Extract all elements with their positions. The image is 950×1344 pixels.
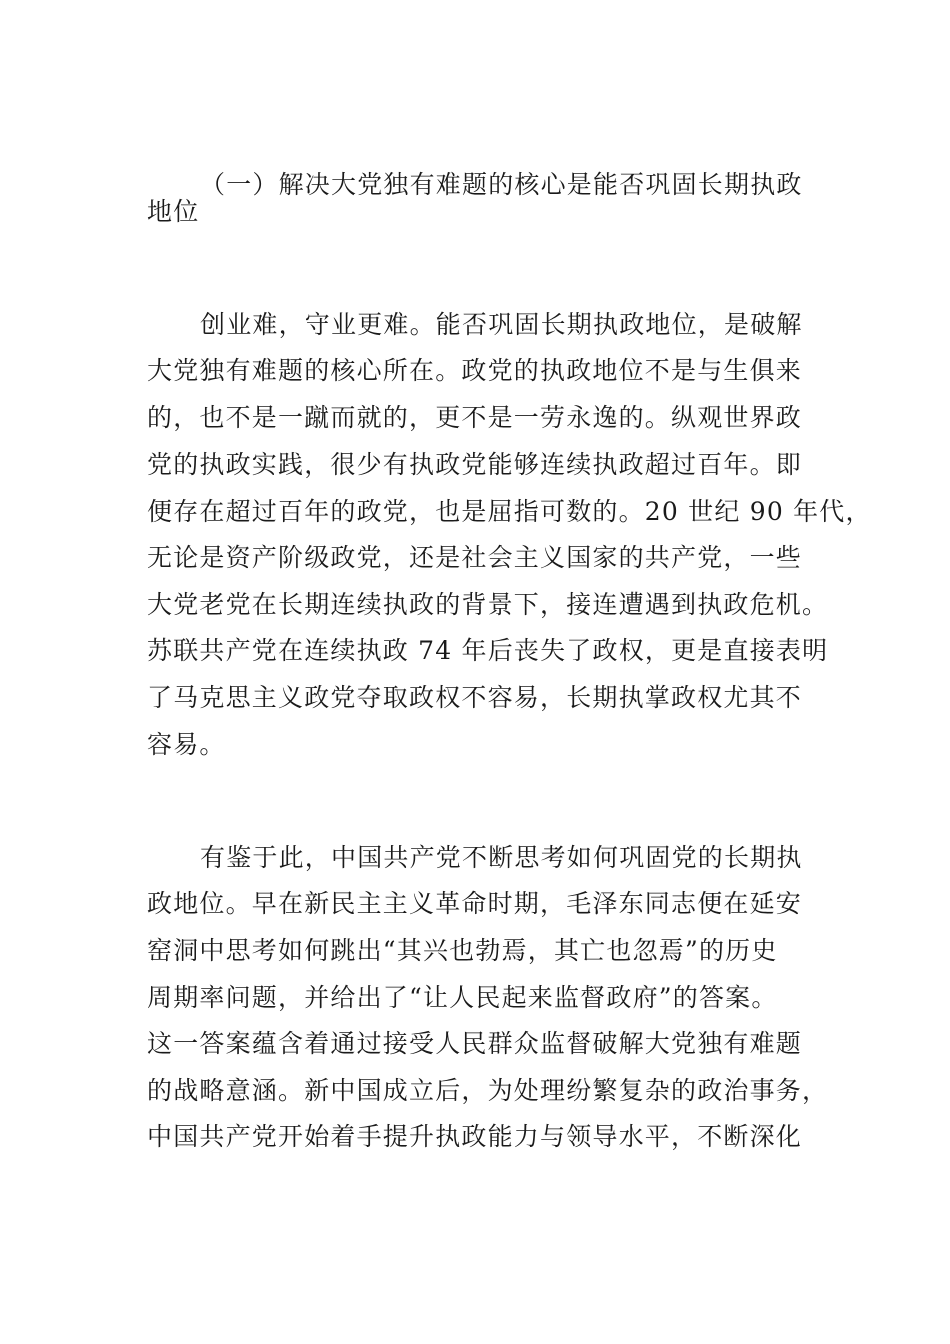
paragraph-line: 大党独有难题的核心所在。政党的执政地位不是与生俱来 <box>147 356 803 385</box>
paragraph-line: 这一答案蕴含着通过接受人民群众监督破解大党独有难题 <box>147 1029 803 1058</box>
paragraph-line: 党的执政实践，很少有执政党能够连续执政超过百年。即 <box>147 450 803 479</box>
paragraph-line: 政地位。早在新民主主义革命时期，毛泽东同志便在延安 <box>147 889 803 918</box>
section-heading-line: 地位 <box>147 197 200 226</box>
paragraph-line: 苏联共产党在连续执政 74 年后丧失了政权，更是直接表明 <box>147 636 829 665</box>
paragraph-line: 容易。 <box>147 730 226 759</box>
paragraph-line: 窑洞中思考如何跳出“其兴也勃焉，其亡也忽焉”的历史 <box>147 936 778 965</box>
paragraph-line: 有鉴于此，中国共产党不断思考如何巩固党的长期执 <box>200 843 803 872</box>
section-heading-line: （一）解决大党独有难题的核心是能否巩固长期执政 <box>200 170 803 199</box>
paragraph-line: 的战略意涵。新中国成立后，为处理纷繁复杂的政治事务， <box>147 1076 829 1105</box>
paragraph-line: 周期率问题，并给出了“让人民起来监督政府”的答案。 <box>147 983 778 1012</box>
paragraph-line: 了马克思主义政党夺取政权不容易，长期执掌政权尤其不 <box>147 683 803 712</box>
paragraph-line: 大党老党在长期连续执政的背景下，接连遭遇到执政危机。 <box>147 590 829 619</box>
paragraph-line: 无论是资产阶级政党，还是社会主义国家的共产党，一些 <box>147 543 803 572</box>
paragraph-line: 创业难，守业更难。能否巩固长期执政地位，是破解 <box>200 310 803 339</box>
paragraph-line: 中国共产党开始着手提升执政能力与领导水平，不断深化 <box>147 1122 803 1151</box>
paragraph-line: 的，也不是一蹴而就的，更不是一劳永逸的。纵观世界政 <box>147 403 803 432</box>
paragraph-line: 便存在超过百年的政党，也是屈指可数的。20 世纪 90 年代， <box>147 497 872 526</box>
